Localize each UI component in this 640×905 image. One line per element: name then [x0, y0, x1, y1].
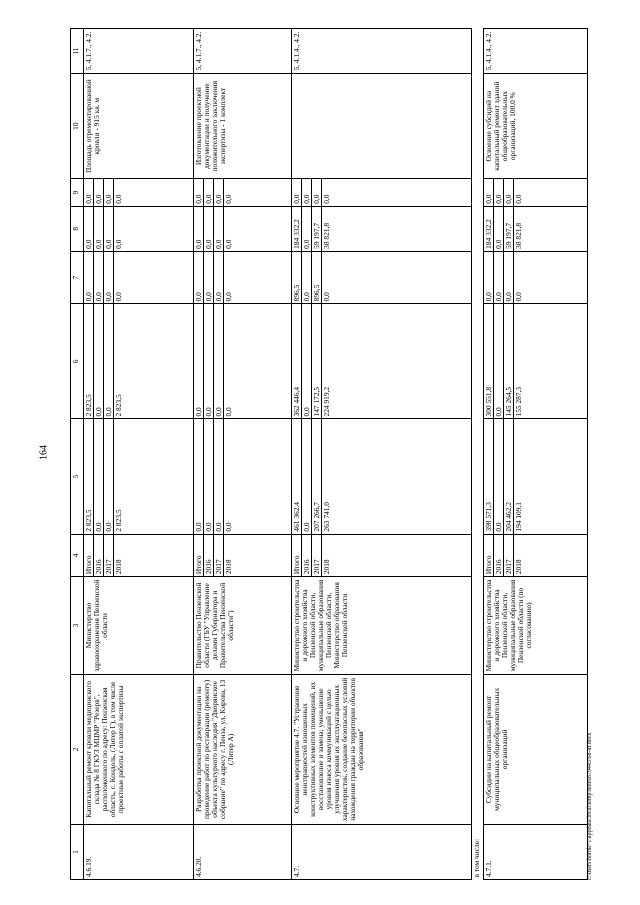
year-label: 2017 — [312, 535, 322, 577]
value: 0,0 — [224, 194, 233, 204]
value: 0,0 — [224, 239, 233, 249]
value: 0,0 — [302, 419, 312, 533]
col-header: 10 — [71, 74, 84, 179]
value: 0,0 — [514, 292, 523, 302]
value: 0,0 — [94, 179, 104, 206]
executor: Правительство Пензенской области (ГБУ "Управление делами Губернатора и Правительства Пензенской области") — [194, 577, 292, 675]
section-row — [472, 29, 484, 880]
table-row — [484, 29, 588, 880]
value: 224 919,2 — [322, 386, 331, 417]
years-cell — [84, 534, 194, 577]
measure-name: Субсидии на капитальный ремонт муниципальных общеобразовательных организаций — [484, 674, 588, 824]
year-label: 2018 — [114, 559, 123, 575]
value: 59 197,7 — [312, 207, 322, 251]
measure-name: Основное мероприятие 4.7. "Устранение неисправностей изношенных конструктивных элементов помещений, их восстановление и замена; уменьшение уровня износа коммуникаций с целью улучшения уровня их эксплуатационных характеристик, создание безопасных условий нахождения граждан на территории объектов образования" — [292, 674, 472, 824]
value: 0,0 — [494, 304, 504, 418]
value: 59 197,7 — [504, 207, 514, 251]
value: 0,0 — [104, 179, 114, 206]
year-label: 2016 — [494, 535, 504, 577]
value: 0,0 — [214, 179, 224, 206]
local-budget-cell — [84, 206, 194, 251]
value: 0,0 — [214, 419, 224, 533]
year-label: 2018 — [514, 559, 523, 575]
col-header: 1 — [71, 824, 84, 879]
federal-budget-cell — [194, 251, 292, 304]
local-budget-cell — [194, 206, 292, 251]
value: 0,0 — [224, 407, 233, 417]
executor: Министерство здравоохранения Пензенской области — [84, 577, 194, 675]
footer-file-path: c:\users\borok~1\appdata\local\temp\notes879443\68-ur.docx — [587, 732, 593, 880]
value: 362 446,4 — [292, 304, 302, 418]
value: 184 332,2 — [484, 207, 494, 251]
federal-budget-cell — [484, 251, 588, 304]
col-header: 8 — [71, 206, 84, 251]
value: 0,0 — [494, 419, 504, 533]
total-cell — [194, 419, 292, 534]
reference: 5, 4.1.7., 4.2. — [84, 29, 194, 74]
value: 0,0 — [204, 304, 214, 418]
extrabudget-cell — [484, 179, 588, 207]
value: 896,5 — [312, 252, 322, 304]
value: 0,0 — [194, 179, 204, 206]
col-header: 9 — [71, 179, 84, 207]
value: 184 332,2 — [292, 207, 302, 251]
value: 2 823,5 — [114, 509, 123, 532]
section-label: в том числе: — [472, 838, 481, 878]
value: 0,0 — [84, 207, 94, 251]
value: 0,0 — [504, 252, 514, 304]
row-number: 4.6.19. — [84, 824, 194, 879]
value: 0,0 — [104, 419, 114, 533]
year-label: Итого — [292, 535, 302, 577]
value: 0,0 — [322, 292, 331, 302]
regional-budget-cell — [292, 304, 472, 419]
total-cell — [484, 419, 588, 534]
value: 147 172,5 — [312, 304, 322, 418]
value: 0,0 — [494, 252, 504, 304]
col-header: 6 — [71, 304, 84, 419]
value: 0,0 — [484, 179, 494, 206]
value: 0,0 — [214, 207, 224, 251]
value: 0,0 — [302, 252, 312, 304]
year-label: Итого — [484, 535, 494, 577]
total-cell — [84, 419, 194, 534]
value: 263 741,0 — [322, 502, 331, 532]
page-number: 164 — [38, 445, 50, 460]
value: 0,0 — [214, 252, 224, 304]
value: 0,0 — [224, 292, 233, 302]
col-header: 5 — [71, 419, 84, 534]
value: 0,0 — [104, 252, 114, 304]
rotated-page — [70, 28, 585, 880]
program-table — [70, 28, 588, 880]
value: 207 266,7 — [312, 419, 322, 533]
value: 0,0 — [194, 419, 204, 533]
year-label: 2016 — [204, 535, 214, 577]
value: 896,5 — [292, 252, 302, 304]
value: 0,0 — [194, 304, 204, 418]
local-budget-cell — [484, 206, 588, 251]
year-label: 2018 — [322, 559, 331, 575]
value: 0,0 — [504, 179, 514, 206]
indicator: Площадь отремонтированной кровли - 915 кв. м — [84, 74, 194, 179]
value: 0,0 — [302, 207, 312, 251]
table-row — [292, 29, 472, 880]
executor: Министерство строительства и дорожного хозяйства Пензенской области, муниципальные образования Пензенской области, Министерство образования Пензенской области — [292, 577, 472, 675]
federal-budget-cell — [84, 251, 194, 304]
reference: 5, 4.1.7., 4.2. — [194, 29, 292, 74]
reference: 5, 4.1.4., 4.2. — [484, 29, 588, 74]
value: 0,0 — [292, 179, 302, 206]
col-header: 3 — [71, 577, 84, 675]
year-label: Итого — [194, 535, 204, 577]
value: 38 821,8 — [322, 222, 331, 249]
value: 0,0 — [94, 304, 104, 418]
years-cell — [484, 534, 588, 577]
value: 0,0 — [94, 207, 104, 251]
indicator: Освоение субсидий на капитальный ремонт зданий общеобразовательных организаций, 100,0 % — [484, 74, 588, 179]
value: 0,0 — [514, 194, 523, 204]
value: 0,0 — [194, 252, 204, 304]
year-label: 2017 — [104, 535, 114, 577]
col-header: 11 — [71, 29, 84, 74]
value: 0,0 — [312, 179, 322, 206]
extrabudget-cell — [292, 179, 472, 207]
value: 155 287,3 — [514, 386, 523, 417]
value: 0,0 — [104, 304, 114, 418]
table-row — [84, 29, 194, 880]
value: 0,0 — [194, 207, 204, 251]
row-number: 4.6.20. — [194, 824, 292, 879]
value: 0,0 — [484, 252, 494, 304]
value: 0,0 — [214, 304, 224, 418]
value: 38 821,8 — [514, 222, 523, 249]
year-label: 2016 — [94, 535, 104, 577]
value: 0,0 — [204, 179, 214, 206]
value: 398 571,3 — [484, 419, 494, 533]
federal-budget-cell — [292, 251, 472, 304]
years-cell — [292, 534, 472, 577]
extrabudget-cell — [194, 179, 292, 207]
regional-budget-cell — [484, 304, 588, 419]
year-label: 2018 — [224, 559, 233, 575]
value: 0,0 — [302, 179, 312, 206]
value: 2 823,5 — [84, 304, 94, 418]
value: 300 551,8 — [484, 304, 494, 418]
total-cell — [292, 419, 472, 534]
value: 0,0 — [114, 292, 123, 302]
measure-name: Разработка проектной документации на проведение работ по реставрации (ремонту) объекта культурного наследия "Дворянское собрание" по адресу г. Пенза, ул. Кирова, 13 (Литер А) — [194, 674, 292, 824]
value: 145 264,5 — [504, 304, 514, 418]
header-row — [71, 29, 84, 880]
value: 2 823,5 — [84, 419, 94, 533]
value: 0,0 — [104, 207, 114, 251]
executor: Министерство строительства и дорожного хозяйства Пензенской области, муниципальные образования Пензенской области (по согласованию) — [484, 577, 588, 675]
extrabudget-cell — [84, 179, 194, 207]
indicator — [292, 74, 472, 179]
table-row — [194, 29, 292, 880]
value: 0,0 — [494, 179, 504, 206]
value: 0,0 — [494, 207, 504, 251]
value: 2 823,5 — [114, 394, 123, 417]
value: 0,0 — [302, 304, 312, 418]
value: 204 462,2 — [504, 419, 514, 533]
value: 0,0 — [204, 252, 214, 304]
col-header: 7 — [71, 251, 84, 304]
row-number: 4.7. — [292, 824, 472, 879]
year-label: 2017 — [504, 535, 514, 577]
reference: 5, 4.1.4., 4.2. — [292, 29, 472, 74]
value: 0,0 — [94, 419, 104, 533]
regional-budget-cell — [194, 304, 292, 419]
col-header: 2 — [71, 674, 84, 824]
value: 194 109,1 — [514, 502, 523, 532]
regional-budget-cell — [84, 304, 194, 419]
year-label: 2016 — [302, 535, 312, 577]
year-label: 2017 — [214, 535, 224, 577]
col-header: 4 — [71, 534, 84, 577]
value: 0,0 — [204, 419, 214, 533]
value: 0,0 — [114, 194, 123, 204]
value: 0,0 — [224, 522, 233, 532]
value: 0,0 — [114, 239, 123, 249]
years-cell — [194, 534, 292, 577]
row-number: 4.7.1. — [484, 824, 588, 879]
local-budget-cell — [292, 206, 472, 251]
value: 461 362,4 — [292, 419, 302, 533]
value: 0,0 — [204, 207, 214, 251]
value: 0,0 — [84, 179, 94, 206]
indicator: Изготовление проектной документации и получение положительного заключения экспертизы - 1 комплект — [194, 74, 292, 179]
year-label: Итого — [84, 535, 94, 577]
value: 0,0 — [322, 194, 331, 204]
value: 0,0 — [84, 252, 94, 304]
measure-name: Капитальный ремонт кровли медицинского склада № 8 ГКУЗ МЦМР "Резерв", расположенного по адресу: Пензенская область, с. Кондоль, (Литер Г), в том числе проектные работы с оплатой экспертизы — [84, 674, 194, 824]
value: 0,0 — [94, 252, 104, 304]
